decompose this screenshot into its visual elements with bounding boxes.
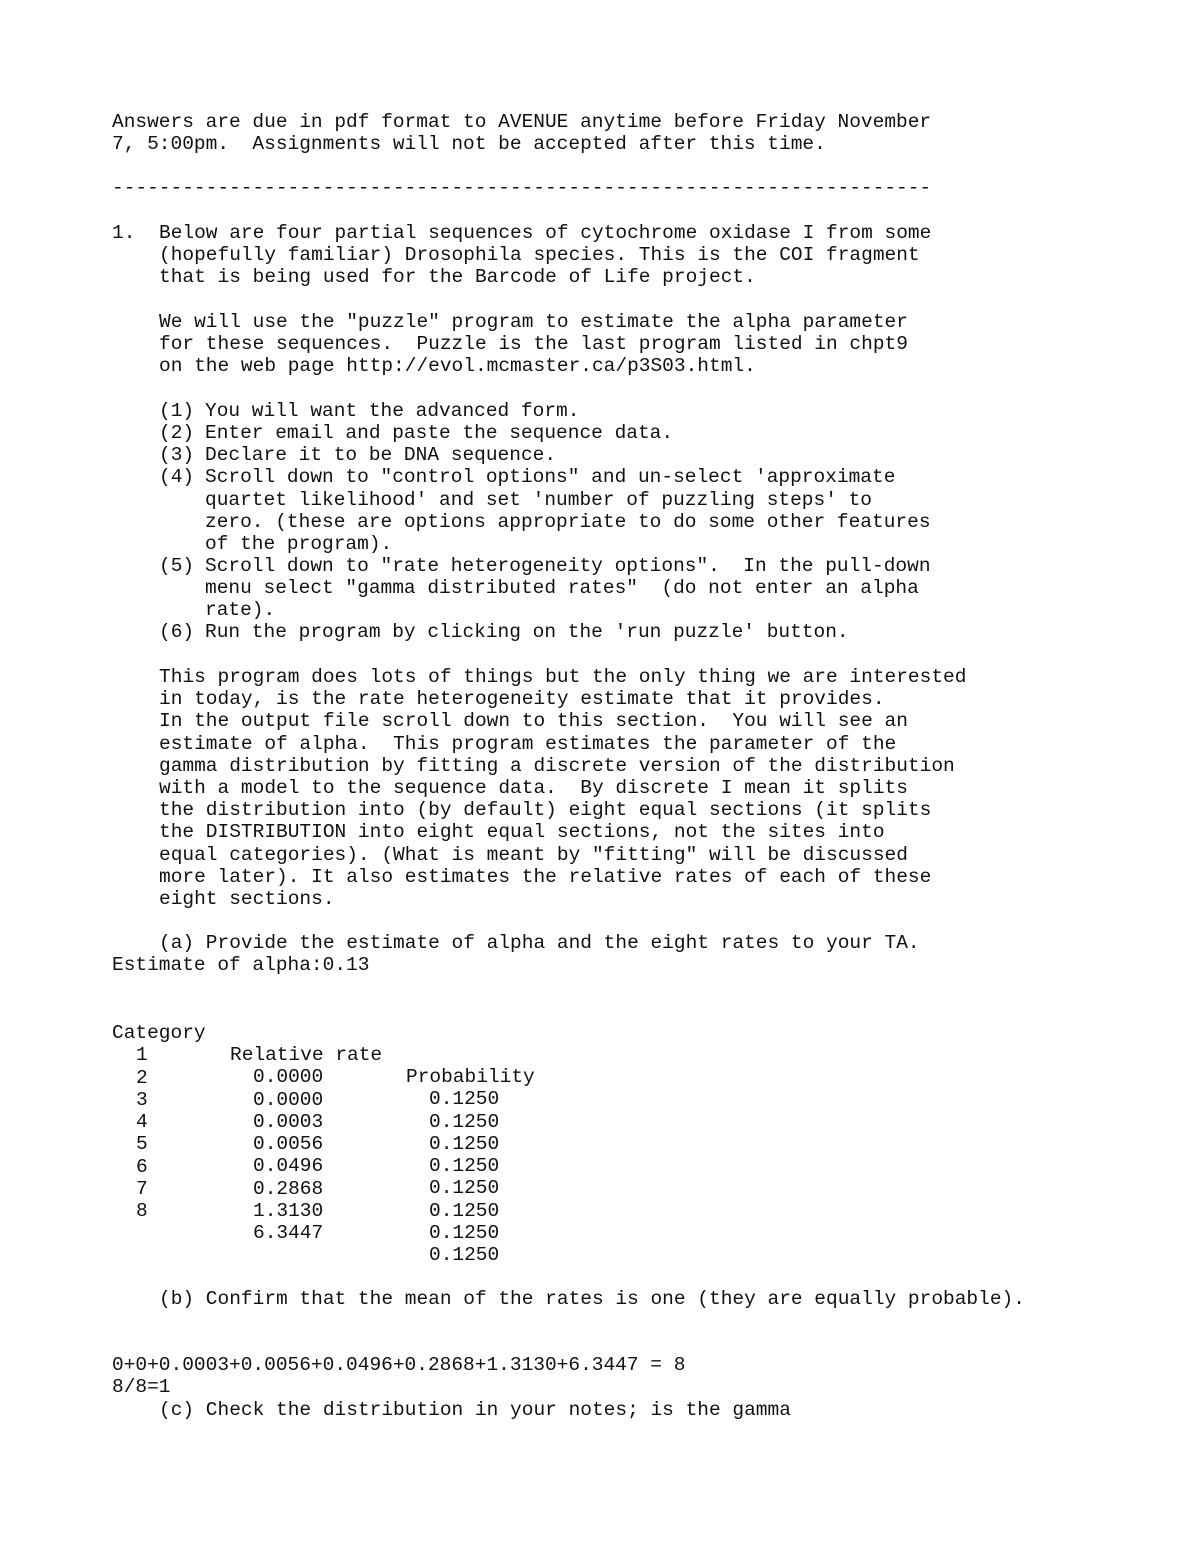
step-number: (4) <box>159 466 195 488</box>
cell-probability: 0.1250 <box>429 1177 500 1200</box>
cell-category: 4 <box>136 1111 148 1134</box>
due-notice-line-1: Answers are due in pdf format to AVENUE anytime before Friday November <box>112 111 932 133</box>
step-number: (1) <box>159 400 195 422</box>
cell-category: 5 <box>136 1133 148 1156</box>
cell-probability: 0.1250 <box>429 1088 500 1111</box>
mean-calculation: 8/8=1 <box>112 1376 171 1398</box>
cell-category: 7 <box>136 1178 148 1201</box>
explanation-line: with a model to the sequence data. By discrete I mean it splits <box>159 777 908 799</box>
step-number: (2) <box>159 422 195 444</box>
part-a-prompt: (a) Provide the estimate of alpha and the eight rates to your TA. <box>159 932 920 954</box>
explanation-line: eight sections. <box>159 888 335 910</box>
intro-line: that is being used for the Barcode of Life project. <box>159 266 756 288</box>
step-text: Run the program by clicking on the 'run puzzle' button. <box>205 621 849 643</box>
cell-rate: 0.0056 <box>253 1133 324 1156</box>
step-text: Scroll down to "rate heterogeneity options". In the pull-down <box>205 555 931 577</box>
cell-rate: 1.3130 <box>253 1200 324 1223</box>
cell-rate: 0.2868 <box>253 1177 324 1200</box>
cell-probability: 0.1250 <box>429 1132 500 1155</box>
step-text: Declare it to be DNA sequence. <box>205 444 557 466</box>
step-number: (5) <box>159 555 195 577</box>
cell-category: 3 <box>136 1088 148 1111</box>
intro-line: Below are four partial sequences of cytochrome oxidase I from some <box>159 222 932 244</box>
cell-rate: 0.0000 <box>253 1066 324 1089</box>
due-notice-line-2: 7, 5:00pm. Assignments will not be accepted after this time. <box>112 133 826 155</box>
part-c-prompt: (c) Check the distribution in your notes; is the gamma <box>159 1399 791 1421</box>
cell-category: 2 <box>136 1066 148 1089</box>
step-text: Scroll down to "control options" and un-select 'approximate <box>205 466 896 488</box>
cell-category: 6 <box>136 1155 148 1178</box>
separator: ---------------------------------------------------------------------- <box>112 177 932 199</box>
puzzle-paragraph-line: on the web page http://evol.mcmaster.ca/p3S03.html. <box>159 355 756 377</box>
sum-calculation: 0+0+0.0003+0.0056+0.0496+0.2868+1.3130+6.3447 = 8 <box>112 1354 686 1376</box>
part-b-prompt: (b) Confirm that the mean of the rates is one (they are equally probable). <box>159 1288 1025 1310</box>
header-category: Category <box>112 1022 206 1044</box>
question-number: 1. <box>112 222 136 244</box>
cell-probability: 0.1250 <box>429 1110 500 1133</box>
explanation-line: This program does lots of things but the only thing we are interested <box>159 666 967 688</box>
explanation-line: the DISTRIBUTION into eight equal sections, not the sites into <box>159 821 885 843</box>
explanation-line: the distribution into (by default) eight equal sections (it splits <box>159 799 932 821</box>
step-number: (3) <box>159 444 195 466</box>
cell-probability: 0.1250 <box>429 1199 500 1222</box>
step-text: rate). <box>205 599 276 621</box>
step-text: of the program). <box>205 533 393 555</box>
step-text: zero. (these are options appropriate to do some other features <box>205 511 931 533</box>
rates-table <box>112 1000 535 1267</box>
header-relative-rate: Relative rate <box>230 1044 383 1066</box>
step-text: quartet likelihood' and set 'number of puzzling steps' to <box>205 489 873 511</box>
header-probability: Probability <box>406 1066 535 1088</box>
puzzle-paragraph-line: for these sequences. Puzzle is the last program listed in chpt9 <box>159 333 908 355</box>
cell-probability: 0.1250 <box>429 1155 500 1178</box>
cell-rate: 0.0496 <box>253 1155 324 1178</box>
explanation-line: gamma distribution by fitting a discrete version of the distribution <box>159 755 955 777</box>
cell-category: 1 <box>136 1044 148 1067</box>
alpha-estimate: Estimate of alpha:0.13 <box>112 954 370 976</box>
intro-line: (hopefully familiar) Drosophila species. This is the COI fragment <box>159 244 920 266</box>
cell-probability: 0.1250 <box>429 1222 500 1245</box>
explanation-line: estimate of alpha. This program estimates the parameter of the <box>159 733 897 755</box>
puzzle-paragraph-line: We will use the "puzzle" program to estimate the alpha parameter <box>159 311 908 333</box>
step-text: Enter email and paste the sequence data. <box>205 422 674 444</box>
explanation-line: equal categories). (What is meant by "fitting" will be discussed <box>159 844 908 866</box>
cell-rate: 0.0003 <box>253 1110 324 1133</box>
step-number: (6) <box>159 621 195 643</box>
step-text: menu select "gamma distributed rates" (do not enter an alpha <box>205 577 919 599</box>
cell-probability: 0.1250 <box>429 1244 500 1267</box>
cell-category: 8 <box>136 1200 148 1223</box>
explanation-line: In the output file scroll down to this section. You will see an <box>159 710 908 732</box>
cell-rate: 0.0000 <box>253 1088 324 1111</box>
explanation-line: more later). It also estimates the relative rates of each of these <box>159 866 932 888</box>
step-text: You will want the advanced form. <box>205 400 580 422</box>
cell-rate: 6.3447 <box>253 1222 324 1245</box>
explanation-line: in today, is the rate heterogeneity estimate that it provides. <box>159 688 885 710</box>
